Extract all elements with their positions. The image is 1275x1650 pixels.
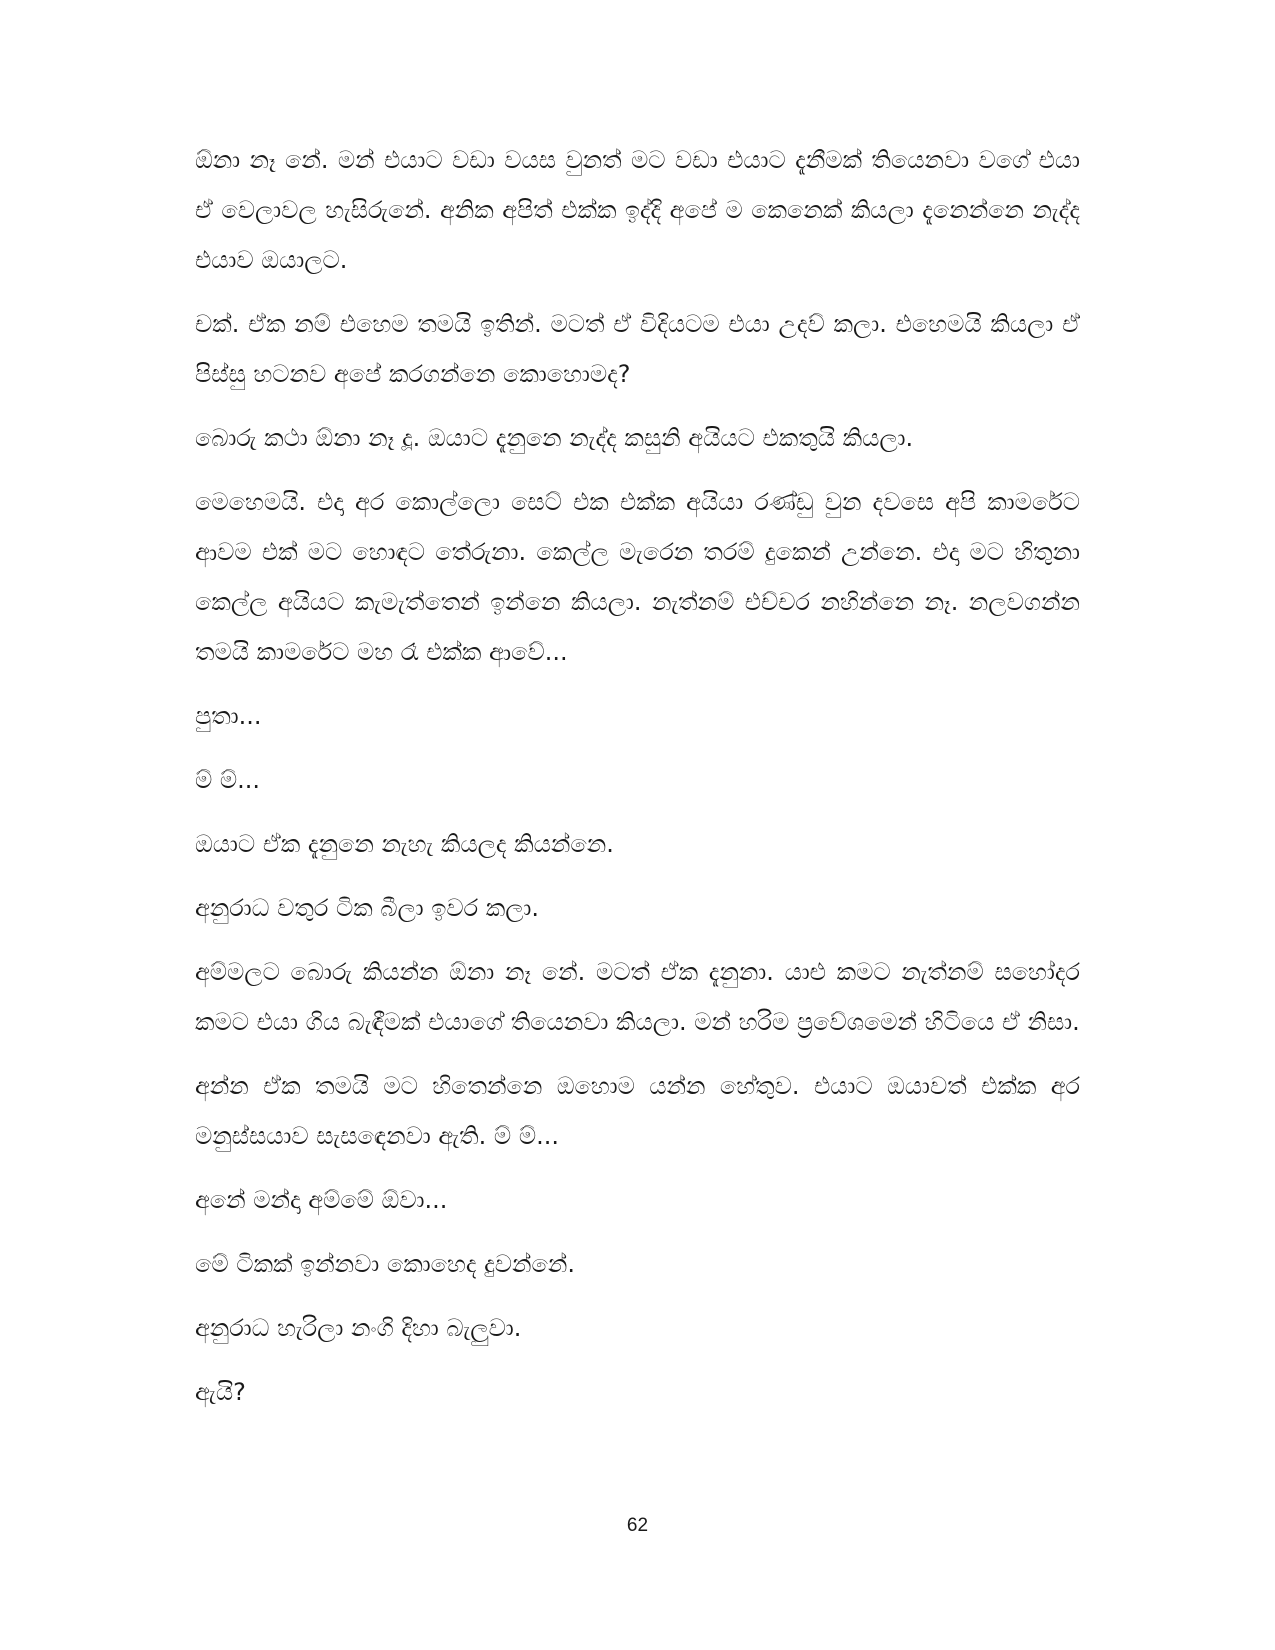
paragraph: අනුරාධ වතුර ටික බීලා ඉවර කලා. (195, 894, 540, 922)
paragraph: ඕනා නෑ නේ. මන් එයාට වඩා වයස වුනත් මට වඩා එයාට දැනීමක් තියෙනවා වගේ එයා ඒ වෙලාවල හැසිරුනේ. අනික අපිත් එක්ක ඉද්දි අපේ ම කෙනෙක් කියලා දැනෙන්නෙ නැද්ද එයාව ඔයාලට. (195, 146, 1080, 274)
paragraph: මෙහෙමයි. එදා අර කොල්ලො සෙට් එක එක්ක අයියා රණ්ඩු වුන දවසෙ අපි කාමරේට ආවම එක් මට හොඳට තේරුනා. කෙල්ල මැරෙන තරම් දුකෙන් උන්නෙ. එදා මට හිතුනා කෙල්ල අයියට කැමැත්තෙන් ඉන්නෙ කියලා. නැත්නම් එච්චර නහින්නෙ නෑ. නලවගන්න තමයි කාමරේට මහ රෑ එක්ක ආවේ... (195, 488, 1080, 666)
paragraph: ඇයි? (195, 1378, 246, 1406)
paragraph: පුතා... (195, 702, 262, 730)
paragraph: ඔයාට ඒක දැනුනෙ නැහැ කියලද කියන්නෙ. (195, 830, 614, 858)
paragraph: අන්න ඒක තමයි මට හිතෙන්නෙ ඔහොම යන්න හේතුව. එයාට ඔයාවත් එක්ක අර මනුස්සයාව සැසඳෙනවා ඇති. ම් ම්... (195, 1072, 1080, 1150)
document-body (195, 135, 1080, 1417)
paragraph: චක්. ඒක නම් එහෙම තමයි ඉතින්. මටත් ඒ විදියටම එයා උදව් කලා. එහෙමයි කියලා ඒ පිස්සු හටනව අපේ කරගන්නෙ කොහොමද? (195, 310, 1080, 388)
paragraph: බොරු කථා ඕනා නෑ දූ. ඔයාට දැනුනෙ නැද්ද කසුනි අයියට එකතුයි කියලා. (195, 424, 914, 452)
paragraph: ම් ම්... (195, 766, 261, 794)
paragraph: අනුරාධ හැරිලා නංගි දිහා බැලුවා. (195, 1314, 522, 1342)
page-number: 62 (626, 1515, 649, 1536)
paragraph: අනේ මන්දා අම්මේ ඕවා... (195, 1186, 448, 1214)
paragraph: මේ ටිකක් ඉන්නවා කොහෙද දුවන්නේ. (195, 1250, 575, 1278)
paragraph: අම්මලට බොරු කියන්න ඕනා නෑ නේ. මටත් ඒක දැනුනා. යාළු කමට නැත්නම් සහෝදර කමට එයා ගිය බැඳීමක් එයාගේ තියෙනවා කියලා. මන් හරිම ප්‍රවේශමෙන් හිටියෙ ඒ නිසා. (195, 958, 1080, 1036)
